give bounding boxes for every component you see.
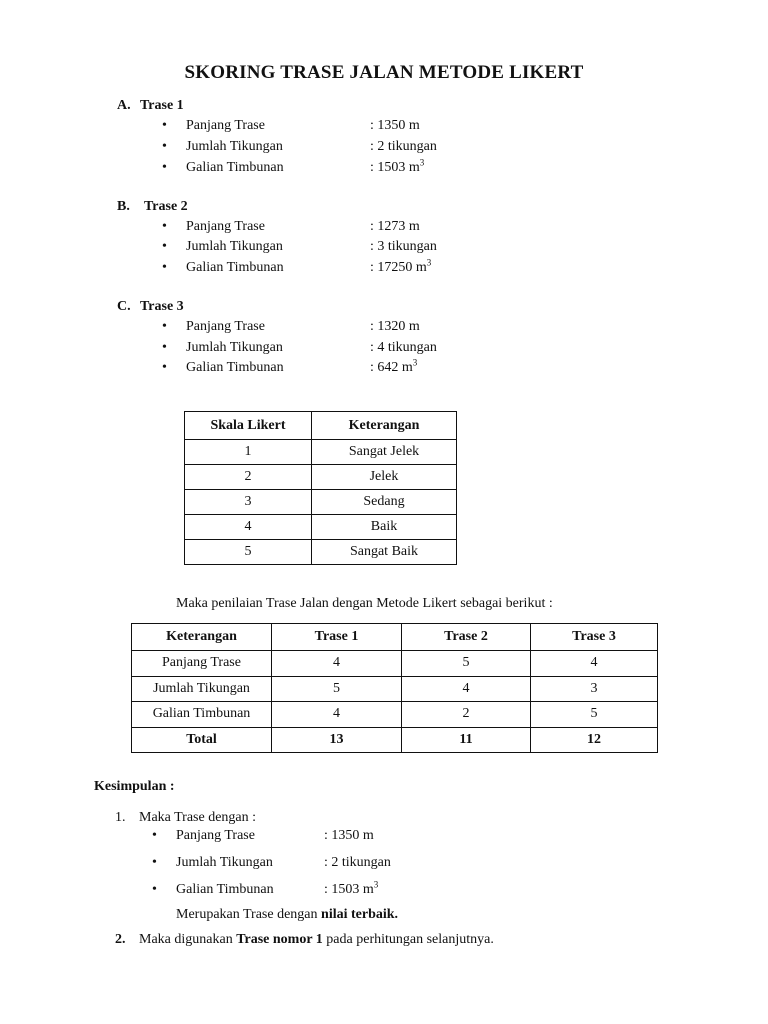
- score-table: [131, 623, 658, 753]
- section-letter: B.: [117, 199, 130, 214]
- item-label: Panjang Trase: [186, 219, 265, 234]
- bullet-icon: •: [162, 260, 167, 275]
- table-cell: Sangat Jelek: [312, 440, 457, 465]
- table-header: Trase 1: [272, 624, 402, 651]
- table-header: Skala Likert: [185, 412, 312, 440]
- table-row: [185, 440, 457, 465]
- table-row: [185, 465, 457, 490]
- table-cell: Sedang: [312, 490, 457, 515]
- table-cell: 3: [185, 490, 312, 515]
- bullet-icon: •: [162, 219, 167, 234]
- bullet-icon: •: [162, 139, 167, 154]
- table-header-row: [132, 624, 658, 651]
- section-name: Trase 3: [140, 299, 184, 314]
- item-label: Panjang Trase: [186, 118, 265, 133]
- bullet-icon: •: [162, 340, 167, 355]
- bullet-icon: •: [152, 855, 157, 870]
- table-row: [185, 540, 457, 565]
- table-cell: 5: [402, 651, 531, 677]
- list-text: Maka Trase dengan :: [139, 810, 257, 825]
- table-row: [185, 490, 457, 515]
- conclusion-heading: Kesimpulan :: [94, 779, 175, 794]
- item-label: Jumlah Tikungan: [186, 340, 283, 355]
- item-label: Galian Timbunan: [186, 160, 284, 175]
- table-cell: 4: [402, 676, 531, 702]
- bullet-icon: •: [162, 319, 167, 334]
- table-cell: 4: [272, 651, 402, 677]
- table-cell: Jumlah Tikungan: [132, 676, 272, 702]
- table-cell: Total: [132, 727, 272, 753]
- table-header: Trase 3: [531, 624, 658, 651]
- table-header-row: [185, 412, 457, 440]
- item-label: Galian Timbunan: [176, 882, 274, 897]
- table-row: [185, 515, 457, 540]
- table-header: Keterangan: [312, 412, 457, 440]
- item-value: : 1503 $m^3$: [324, 879, 379, 897]
- section-name: Trase 1: [140, 98, 184, 113]
- bullet-icon: •: [152, 828, 157, 843]
- item-label: Panjang Trase: [176, 828, 255, 843]
- intro-sentence: Maka penilaian Trase Jalan dengan Metode Likert sebagai berikut :: [176, 596, 553, 611]
- item-value: : 17250 $m^3$: [370, 257, 432, 275]
- table-cell: Panjang Trase: [132, 651, 272, 677]
- item-label: Jumlah Tikungan: [176, 855, 273, 870]
- table-cell: 11: [402, 727, 531, 753]
- page-title: SKORING TRASE JALAN METODE LIKERT: [184, 62, 584, 83]
- item-label: Jumlah Tikungan: [186, 139, 283, 154]
- result-sentence: Merupakan Trase dengan nilai terbaik.: [176, 907, 399, 922]
- item-value: : 1503 $m^3$: [370, 157, 425, 175]
- item-value: : 2 tikungan: [324, 855, 391, 870]
- likert-scale-table: [184, 411, 457, 565]
- bullet-icon: •: [162, 360, 167, 375]
- table-cell: Galian Timbunan: [132, 702, 272, 728]
- table-cell: 2: [185, 465, 312, 490]
- section-letter: C.: [117, 299, 131, 314]
- table-cell: 13: [272, 727, 402, 753]
- table-cell: Sangat Baik: [312, 540, 457, 565]
- bullet-icon: •: [152, 882, 157, 897]
- item-label: Panjang Trase: [186, 319, 265, 334]
- item-label: Galian Timbunan: [186, 260, 284, 275]
- table-cell: 5: [185, 540, 312, 565]
- item-value: : 3 tikungan: [370, 239, 437, 254]
- table-header: Keterangan: [132, 624, 272, 651]
- bullet-icon: •: [162, 160, 167, 175]
- table-cell: 5: [531, 702, 658, 728]
- table-row: [132, 676, 658, 702]
- list-text: Maka digunakan Trase nomor 1 pada perhitungan selanjutnya.: [139, 932, 494, 947]
- item-value: : 2 tikungan: [370, 139, 437, 154]
- section-name: Trase 2: [144, 199, 188, 214]
- table-cell: Baik: [312, 515, 457, 540]
- item-value: : 1320 m: [370, 319, 420, 334]
- item-value: : 4 tikungan: [370, 340, 437, 355]
- table-cell: 5: [272, 676, 402, 702]
- bullet-icon: •: [162, 239, 167, 254]
- item-label: Galian Timbunan: [186, 360, 284, 375]
- table-row: [132, 651, 658, 677]
- item-value: : 642 $m^3$: [370, 357, 418, 375]
- table-cell: 12: [531, 727, 658, 753]
- list-number: 2.: [115, 932, 126, 947]
- table-cell: 4: [531, 651, 658, 677]
- table-cell: 3: [531, 676, 658, 702]
- item-label: Jumlah Tikungan: [186, 239, 283, 254]
- item-value: : 1350 m: [324, 828, 374, 843]
- table-header: Trase 2: [402, 624, 531, 651]
- total-row: [132, 727, 658, 753]
- item-value: : 1273 m: [370, 219, 420, 234]
- item-value: : 1350 m: [370, 118, 420, 133]
- list-number: 1.: [115, 810, 126, 825]
- table-cell: 1: [185, 440, 312, 465]
- table-cell: Jelek: [312, 465, 457, 490]
- table-cell: 4: [272, 702, 402, 728]
- table-row: [132, 702, 658, 728]
- table-cell: 2: [402, 702, 531, 728]
- section-letter: A.: [117, 98, 131, 113]
- table-cell: 4: [185, 515, 312, 540]
- bullet-icon: •: [162, 118, 167, 133]
